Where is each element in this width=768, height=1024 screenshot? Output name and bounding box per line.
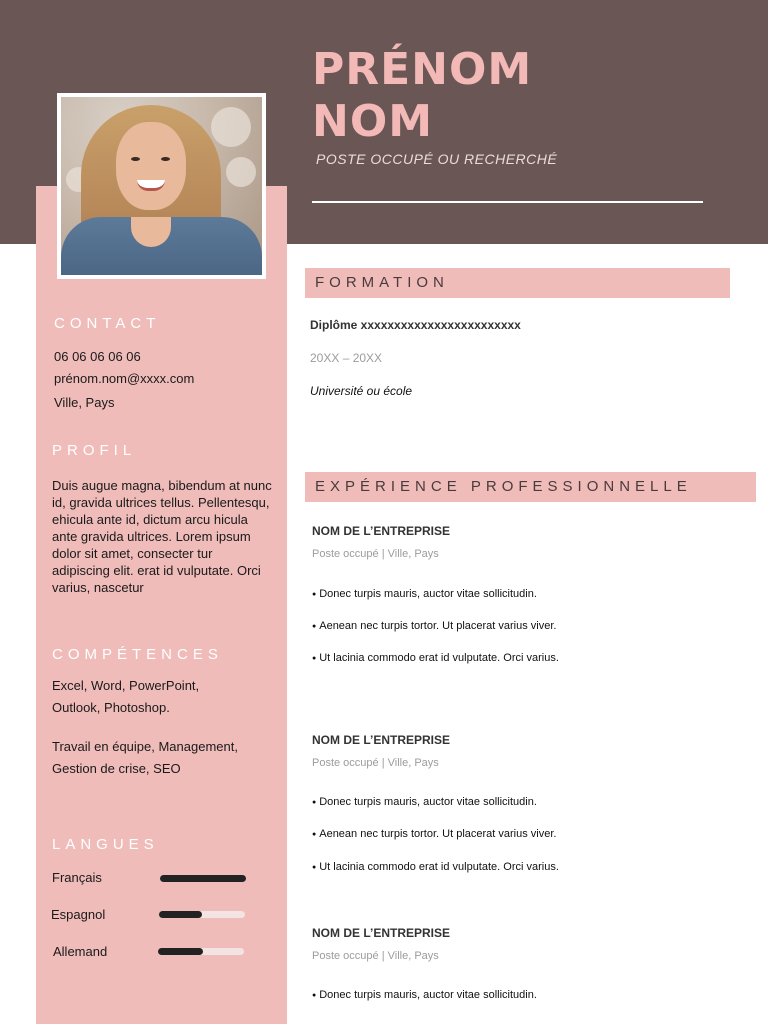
job-role: Poste occupé | Ville, Pays: [312, 548, 439, 560]
job-bullet: ● Aenean nec turpis tortor. Ut placerat varius viver.: [312, 620, 556, 632]
job-company: NOM DE L’ENTREPRISE: [312, 926, 451, 940]
job-title: POSTE OCCUPÉ OU RECHERCHÉ: [316, 151, 558, 167]
candidate-name: [312, 44, 532, 148]
skills-line: Gestion de crise, SEO: [52, 761, 181, 776]
page-bottom-clip: [300, 1002, 768, 1024]
first-name: PRÉNOM: [312, 44, 533, 95]
skills-line: Excel, Word, PowerPoint,: [52, 678, 200, 693]
education-school: Université ou école: [310, 384, 413, 398]
experience-heading-band: [305, 472, 756, 502]
job-bullet: ● Donec turpis mauris, auctor vitae sollicitudin.: [312, 588, 537, 600]
language-level-bar: [158, 948, 244, 955]
contact-location: Ville, Pays: [54, 395, 115, 410]
job-bullet: ● Ut lacinia commodo erat id vulputate. Orci varius.: [312, 652, 559, 664]
job-bullet: ● Donec turpis mauris, auctor vitae sollicitudin.: [312, 989, 537, 1001]
job-company: NOM DE L’ENTREPRISE: [312, 733, 451, 747]
job-bullet: ● Aenean nec turpis tortor. Ut placerat varius viver.: [312, 828, 556, 840]
job-bullet: ● Donec turpis mauris, auctor vitae sollicitudin.: [312, 796, 537, 808]
skills-line: Travail en équipe, Management,: [52, 739, 238, 754]
education-heading: FORMATION: [315, 274, 449, 291]
profile-photo: [57, 93, 266, 279]
profile-heading: PROFIL: [52, 442, 137, 459]
portrait-image: [61, 97, 262, 275]
education-heading-band: [305, 268, 730, 298]
contact-email: prénom.nom@xxxx.com: [54, 371, 195, 386]
language-level-bar: [159, 911, 245, 918]
contact-phone: 06 06 06 06 06: [54, 349, 141, 364]
contact-heading: CONTACT: [54, 315, 161, 332]
languages-heading: LANGUES: [52, 836, 159, 853]
language-level-bar: [160, 875, 246, 882]
profile-text: Duis augue magna, bibendum at nunc id, gravida ultrices tellus. Pellentesqu, ehicula ante id, dictum arcu hicula ante gravida ultrices. Lorem ipsum dolor sit amet, consecter tur adipiscing elit. erat id vulputate. Orci varius, nascetur: [52, 478, 272, 595]
job-role: Poste occupé | Ville, Pays: [312, 757, 439, 769]
job-role: Poste occupé | Ville, Pays: [312, 950, 439, 962]
experience-heading: EXPÉRIENCE PROFESSIONNELLE: [315, 478, 692, 495]
job-bullet: ● Ut lacinia commodo erat id vulputate. Orci varius.: [312, 861, 559, 873]
last-name: NOM: [312, 96, 434, 147]
language-level-fill: [158, 948, 203, 955]
education-dates: 20XX – 20XX: [310, 351, 383, 365]
language-level-fill: [159, 911, 202, 918]
language-name: Allemand: [53, 944, 108, 959]
job-company: NOM DE L’ENTREPRISE: [312, 524, 451, 538]
title-divider: [312, 201, 703, 203]
sidebar: [36, 186, 287, 1024]
skills-line: Outlook, Photoshop.: [52, 700, 170, 715]
language-level-fill: [160, 875, 246, 882]
skills-heading: COMPÉTENCES: [52, 646, 223, 663]
education-degree: Diplôme xxxxxxxxxxxxxxxxxxxxxxxx: [310, 318, 521, 332]
language-name: Français: [52, 870, 102, 885]
language-name: Espagnol: [51, 907, 106, 922]
